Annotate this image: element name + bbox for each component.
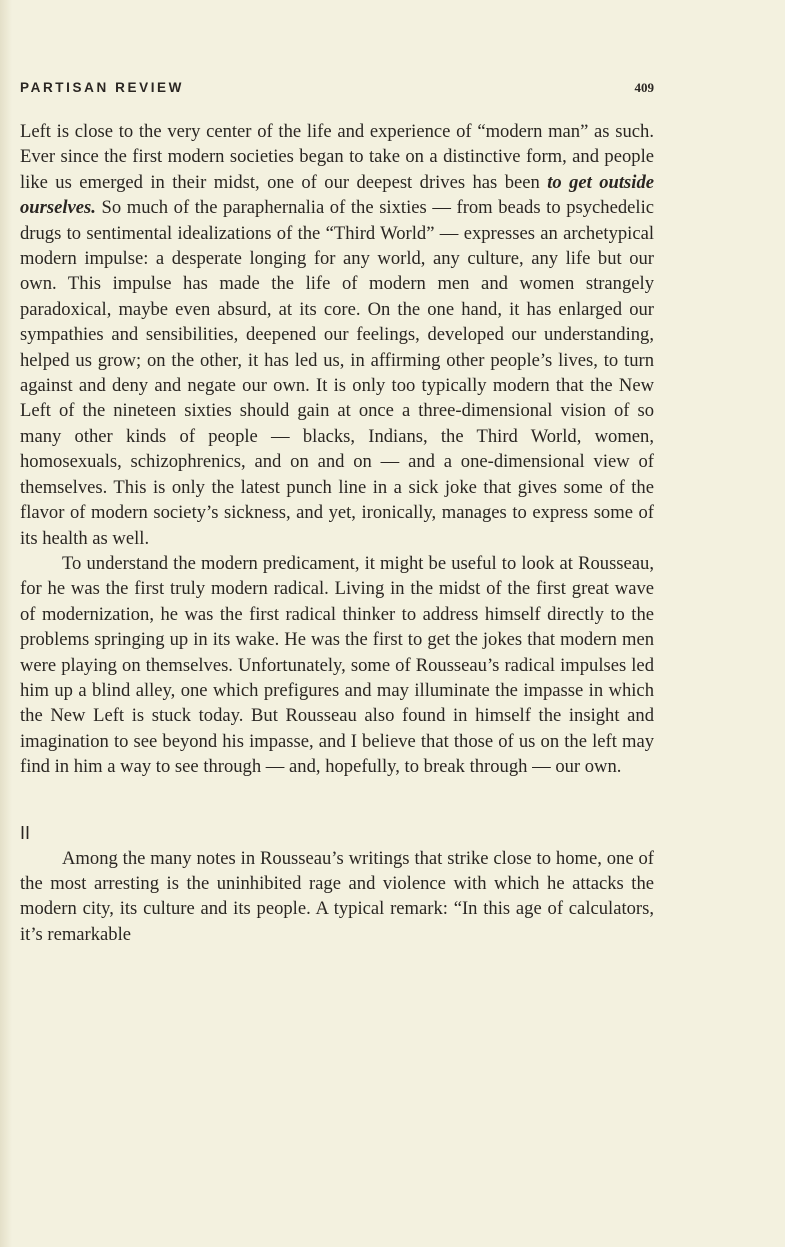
article-body — [20, 119, 654, 947]
page-number: 409 — [634, 80, 654, 95]
paragraph-1-text-a: Left is close to the very center of the life and experience of “modern man” as such. Ever since the first modern societies began to take on a distinctive form, and people like us emerged in their midst, one of our deepest drives has been — [20, 121, 654, 193]
paragraph-1 — [20, 119, 654, 551]
journal-title: PARTISAN REVIEW — [20, 80, 185, 95]
paragraph-2: To understand the modern predicament, it might be useful to look at Rousseau, for he was the first truly modern radical. Living in the midst of the first great wave of modernization, he was the first radical thinker to address himself directly to the problems springing up in its wake. He was the first to get the jokes that modern men were playing on themselves. Unfortunately, some of Rousseau’s radical impulses led him up a blind alley, one which prefigures and may illuminate the impasse in which the New Left is stuck today. But Rousseau also found in himself the insight and imagination to see beyond his impasse, and I believe that those of us on the left may find in him a way to see through — and, hopefully, to break through — our own. — [20, 552, 654, 778]
paragraph-1-text-b: So much of the paraphernalia of the sixties — from beads to psychedelic drugs to sentimental idealizations of the “Third World” — expresses an archetypical modern impulse: a desperate longing for any world, any culture, any life but our own. This impulse has made the life of modern men and women strangely paradoxical, maybe even absurd, at its core. On the one hand, it has enlarged our sympathies and sensibilities, deepened our feelings, developed our understanding, helped us grow; on the other, it has led us, in affirming other people’s lives, to turn against and deny and negate our own. It is only too typically modern that the New Left of the nineteen sixties should gain at once a three-dimensional vision of so many other kinds of people — blacks, Indians, the Third World, women, homosexuals, schizophrenics, and on and on — and a one-dimensional view of themselves. This is only the latest punch line in a sick joke that gives some of the flavor of modern society’s sickness, and yet, ironically, manages to express some of its health as well. — [20, 197, 654, 549]
running-head — [20, 80, 654, 100]
page-edge-shadow — [0, 0, 12, 1247]
section-numeral: II — [20, 822, 31, 843]
paragraph-1-emphasis: to get outside ourselves. — [20, 171, 655, 219]
paragraph-3: Among the many notes in Rousseau’s writings that strike close to home, one of the most arresting is the uninhibited rage and violence with which he attacks the modern city, its culture and its people. A typical remark: “In this age of calculators, it’s remarkable — [20, 847, 654, 945]
